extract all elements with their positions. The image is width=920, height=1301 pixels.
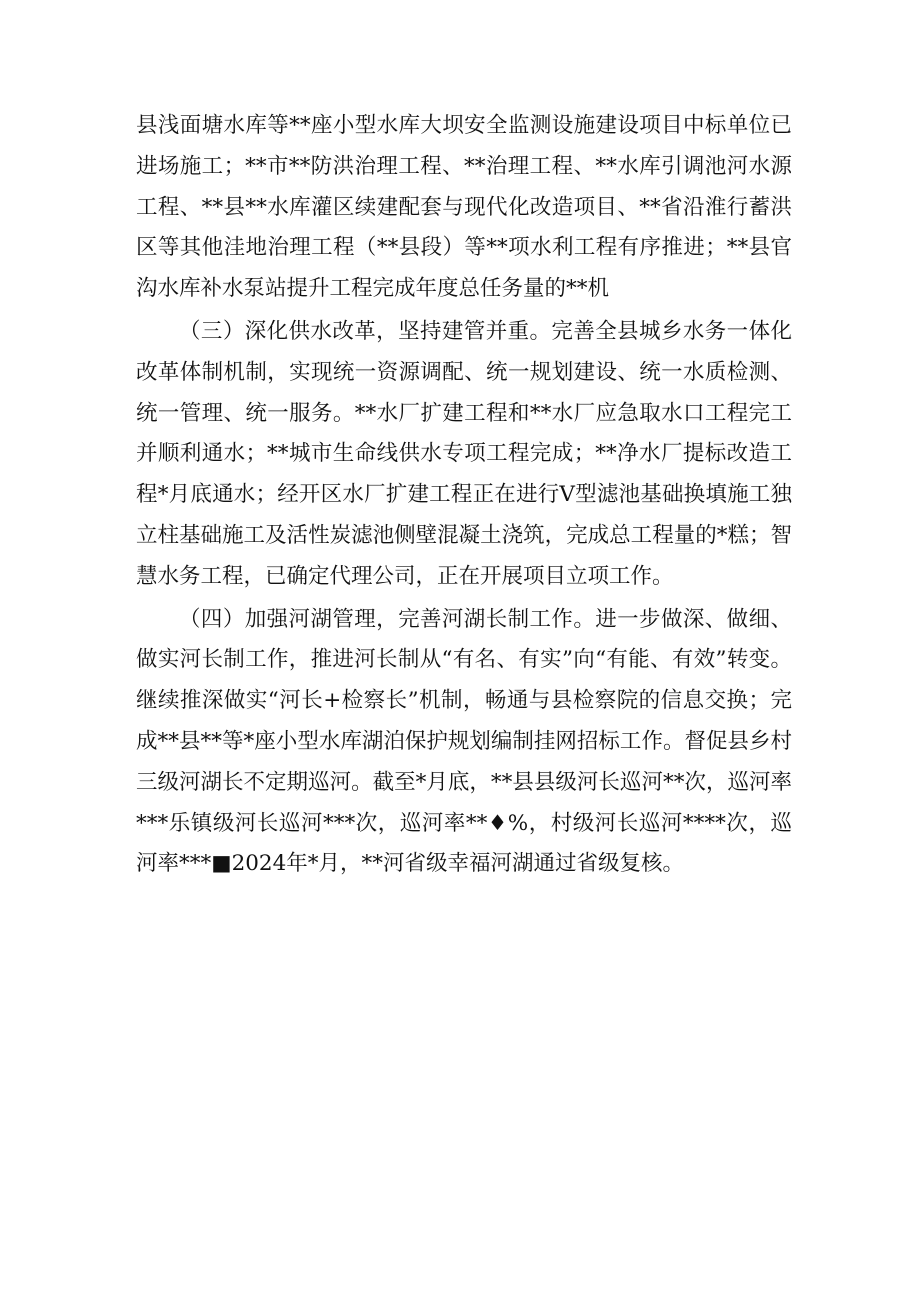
paragraph-water-projects: 县浅面塘水库等**座小型水库大坝安全监测设施建设项目中标单位已进场施工；**市**防洪治理工程、**治理工程、**水库引调池河水源工程、**县**水库灌区续建配套与现代化改造项目、**省沿淮行蓄洪区等其他洼地治理工程（**县段）等**项水利工程有序推进；**县官沟水库补水泵站提升工程完成年度总任务量的**机: [136, 113, 792, 302]
paragraph-water-supply-reform: （三）深化供水改革，坚持建管并重。完善全县城乡水务一体化改革体制机制，实现统一资源调配、统一规划建设、统一水质检测、统一管理、统一服务。**水厂扩建工程和**水厂应急取水口工程完工并顺利通水；**城市生命线供水专项工程完成；**净水厂提标改造工程*月底通水；经开区水厂扩建工程正在进行V型滤池基础换填施工独立柱基础施工及活性炭滤池侧壁混凝土浇筑，完成总工程量的*糕；智慧水务工程，已确定代理公司，正在开展项目立项工作。: [136, 318, 792, 589]
paragraph-river-lake-management: （四）加强河湖管理，完善河湖长制工作。进一步做深、做细、做实河长制工作，推进河长制从“有名、有实”向“有能、有效”转变。继续推深做实“河长+检察长”机制，畅通与县检察院的信息交换；完成**县**等*座小型水库湖泊保护规划编制挂网招标工作。督促县乡村三级河湖长不定期巡河。截至*月底，**县县级河长巡河**次，巡河率***乐镇级河长巡河***次，巡河率**♦%，村级河长巡河****次，巡河率***■2024年*月，**河省级幸福河湖通过省级复核。: [136, 606, 792, 877]
document-body: [136, 106, 792, 885]
